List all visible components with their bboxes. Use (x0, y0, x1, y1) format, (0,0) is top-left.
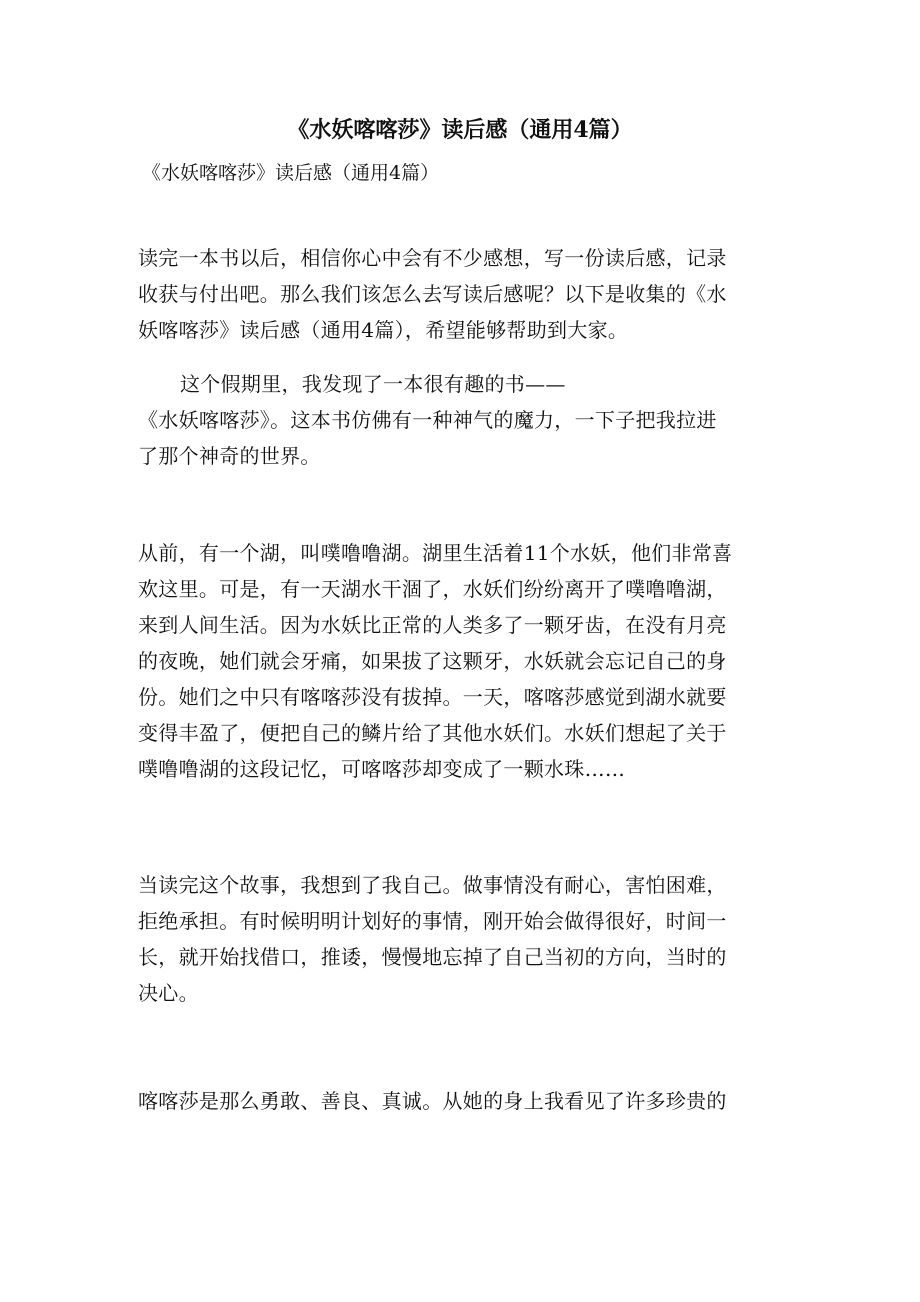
paragraph-line: 欢这里。可是，有一天湖水干涸了，水妖们纷纷离开了噗噜噜湖， (138, 577, 727, 601)
paragraph-line: 收获与付出吧。那么我们该怎么去写读后感呢？以下是收集的《水 (138, 282, 727, 306)
paragraph-line: 《水妖喀喀莎》。这本书仿佛有一种神气的魔力，一下子把我拉进 (138, 408, 717, 432)
paragraph-line: 了那个神奇的世界。 (138, 444, 321, 468)
essay-paragraph-2 (138, 535, 778, 787)
paragraph-line: 来到人间生活。因为水妖比正常的人类多了一颗牙齿，在没有月亮 (138, 613, 727, 637)
paragraph-line: 读完一本书以后，相信你心中会有不少感想，写一份读后感，记录 (138, 246, 727, 270)
paragraph-line: 当读完这个故事，我想到了我自己。做事情没有耐心，害怕困难， (138, 873, 727, 897)
paragraph-line: 的夜晚，她们就会牙痛，如果拔了这颗牙，水妖就会忘记自己的身 (138, 649, 727, 673)
paragraph-line: 喀喀莎是那么勇敢、善良、真诚。从她的身上我看见了许多珍贵的 (138, 1089, 727, 1113)
paragraph-line: 拒绝承担。有时候明明计划好的事情，刚开始会做得很好，时间一 (138, 909, 727, 933)
paragraph-line: 变得丰盈了，便把自己的鳞片给了其他水妖们。水妖们想起了关于 (138, 721, 727, 745)
paragraph-line: 这个假期里，我发现了一本很有趣的书—— (180, 372, 566, 396)
essay-paragraph-4 (138, 1083, 778, 1119)
paragraph-line: 从前，有一个湖，叫噗噜噜湖。湖里生活着11个水妖，他们非常喜 (138, 541, 733, 565)
paragraph-line: 份。她们之中只有喀喀莎没有拔掉。一天，喀喀莎感觉到湖水就要 (138, 685, 727, 709)
document-subtitle: 《水妖喀喀莎》读后感（通用4篇） (142, 162, 440, 184)
intro-paragraph (138, 240, 778, 348)
essay-paragraph-3 (138, 867, 778, 1011)
essay-paragraph-1 (138, 366, 778, 474)
paragraph-line: 决心。 (138, 981, 199, 1005)
paragraph-line: 妖喀喀莎》读后感（通用4篇），希望能够帮助到大家。 (138, 318, 629, 342)
document-title: 《水妖喀喀莎》读后感（通用4篇） (287, 117, 633, 143)
paragraph-line: 长，就开始找借口，推诿，慢慢地忘掉了自己当初的方向，当时的 (138, 945, 727, 969)
paragraph-line: 噗噜噜湖的这段记忆，可喀喀莎却变成了一颗水珠…… (138, 757, 626, 781)
